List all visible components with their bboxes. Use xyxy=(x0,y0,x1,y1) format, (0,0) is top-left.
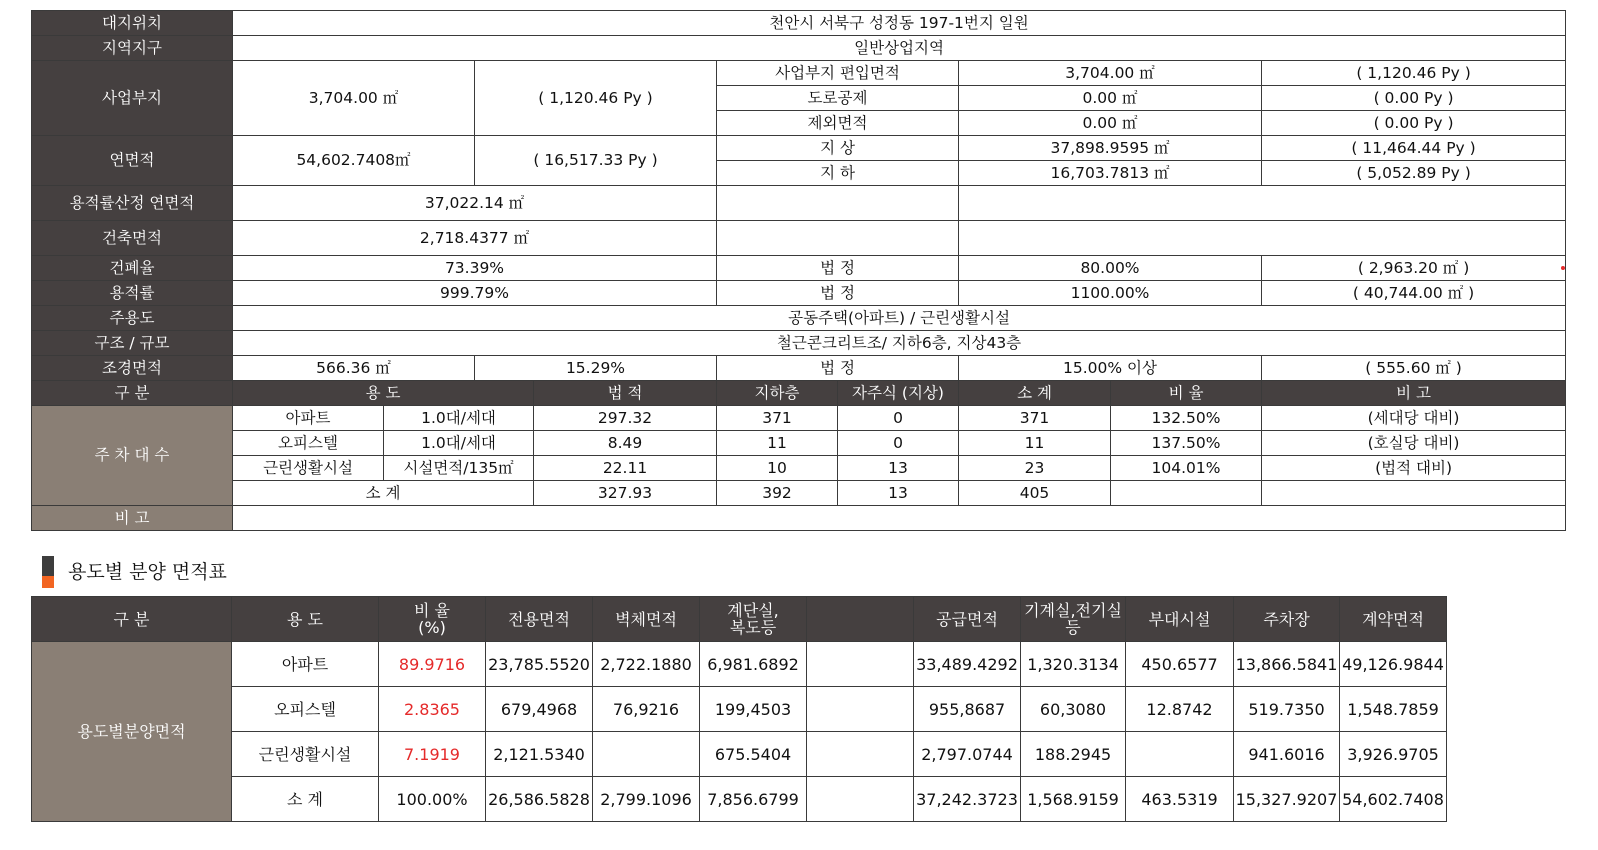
parking-row xyxy=(32,456,1566,481)
footprint-label: 건축면적 xyxy=(32,221,233,256)
site-area-label: 사업부지 xyxy=(32,61,233,136)
sales-supply: 37,242.3723 xyxy=(914,777,1021,822)
site-area-py: ( 1,120.46 Py ) xyxy=(475,61,717,136)
location-label: 대지위치 xyxy=(32,11,233,36)
sales-header-machine-line2: 등 xyxy=(1065,618,1081,637)
sales-use: 오피스텔 xyxy=(232,687,379,732)
empty-cell xyxy=(717,221,959,256)
site-area-sub-py: ( 0.00 Py ) xyxy=(1262,86,1566,111)
landscape-pct: 15.29% xyxy=(475,356,717,381)
far-gfa-label: 용적률산정 연면적 xyxy=(32,186,233,221)
sales-exclusive: 23,785.5520 xyxy=(486,642,593,687)
sales-header-ancillary: 부대시설 xyxy=(1126,597,1234,642)
sales-contract: 1,548.7859 xyxy=(1340,687,1447,732)
site-area-m2: 3,704.00 ㎡ xyxy=(233,61,475,136)
parking-basement: 10 xyxy=(717,456,838,481)
bcr-legal-label: 법 정 xyxy=(717,256,959,281)
sales-ratio: 100.00% xyxy=(379,777,486,822)
sales-ancillary: 450.6577 xyxy=(1126,642,1234,687)
structure-label: 구조 / 규모 xyxy=(32,331,233,356)
parking-total-row xyxy=(32,481,1566,506)
site-area-sub-m2: 0.00 ㎡ xyxy=(959,111,1262,136)
sales-header-use: 용 도 xyxy=(232,597,379,642)
sales-machine: 1,568.9159 xyxy=(1021,777,1126,822)
sales-ancillary: 463.5319 xyxy=(1126,777,1234,822)
remarks-label: 비 고 xyxy=(32,506,233,531)
sales-parking: 13,866.5841 xyxy=(1234,642,1340,687)
bcr-legal-area: ( 2,963.20 ㎡ ) xyxy=(1262,256,1566,281)
parking-ratio: 137.50% xyxy=(1111,431,1262,456)
sales-ratio: 7.1919 xyxy=(379,732,486,777)
gfa-py: ( 16,517.33 Py ) xyxy=(475,136,717,186)
parking-note: (법적 대비) xyxy=(1262,456,1566,481)
sales-stair: 7,856.6799 xyxy=(700,777,807,822)
parking-header-ratio: 비 율 xyxy=(1111,381,1262,406)
far-gfa-value: 37,022.14 ㎡ xyxy=(233,186,717,221)
structure-row xyxy=(32,331,1566,356)
parking-total-basement: 392 xyxy=(717,481,838,506)
site-area-sub-m2: 0.00 ㎡ xyxy=(959,86,1262,111)
parking-legal: 297.32 xyxy=(534,406,717,431)
far-label: 용적률 xyxy=(32,281,233,306)
parking-header-row xyxy=(32,381,1566,406)
structure-value: 철근콘크리트조/ 지하6층, 지상43층 xyxy=(233,331,1566,356)
parking-header-basement: 지하층 xyxy=(717,381,838,406)
bcr-legal: 80.00% xyxy=(959,256,1262,281)
landscape-m2: 566.36 ㎡ xyxy=(233,356,475,381)
main-use-value: 공동주택(아파트) / 근린생활시설 xyxy=(233,306,1566,331)
gfa-m2: 54,602.7408㎡ xyxy=(233,136,475,186)
sales-wall: 2,722.1880 xyxy=(593,642,700,687)
site-area-sub-label: 사업부지 편입면적 xyxy=(717,61,959,86)
gfa-sub-py: ( 11,464.44 Py ) xyxy=(1262,136,1566,161)
sales-ancillary: 12.8742 xyxy=(1126,687,1234,732)
parking-total-ratio xyxy=(1111,481,1262,506)
sales-blank xyxy=(807,732,914,777)
parking-total-label: 소 계 xyxy=(233,481,534,506)
red-dot-marker xyxy=(1561,266,1565,270)
parking-header-subtotal: 소 계 xyxy=(959,381,1111,406)
far-gfa-row xyxy=(32,186,1566,221)
far-row xyxy=(32,281,1566,306)
parking-header-self: 자주식 (지상) xyxy=(838,381,959,406)
sales-contract: 49,126.9844 xyxy=(1340,642,1447,687)
gfa-sub-py: ( 5,052.89 Py ) xyxy=(1262,161,1566,186)
gross-floor-area-row xyxy=(32,136,1566,161)
sales-parking: 15,327.9207 xyxy=(1234,777,1340,822)
sales-supply: 33,489.4292 xyxy=(914,642,1021,687)
parking-use: 아파트 xyxy=(233,406,384,431)
sales-area-table xyxy=(31,596,1447,822)
footprint-value: 2,718.4377 ㎡ xyxy=(233,221,717,256)
parking-header-note: 비 고 xyxy=(1262,381,1566,406)
sales-header-ratio xyxy=(379,597,486,642)
sales-supply: 2,797.0744 xyxy=(914,732,1021,777)
section-title: 용도별 분양 면적표 xyxy=(68,561,227,583)
sales-blank xyxy=(807,642,914,687)
parking-row xyxy=(32,431,1566,456)
sales-header-machine xyxy=(1021,597,1126,642)
sales-stair: 675.5404 xyxy=(700,732,807,777)
sales-parking: 519.7350 xyxy=(1234,687,1340,732)
parking-basement: 371 xyxy=(717,406,838,431)
gfa-sub-label: 지 하 xyxy=(717,161,959,186)
sales-use: 아파트 xyxy=(232,642,379,687)
parking-subtotal: 23 xyxy=(959,456,1111,481)
parking-remarks-row xyxy=(32,506,1566,531)
sales-header-ratio-line1: 비 율 xyxy=(414,601,450,620)
parking-standard: 1.0대/세대 xyxy=(384,406,534,431)
bcr-value: 73.39% xyxy=(233,256,717,281)
landscape-legal-label: 법 정 xyxy=(717,356,959,381)
parking-total-self: 13 xyxy=(838,481,959,506)
gfa-sub-m2: 37,898.9595 ㎡ xyxy=(959,136,1262,161)
sales-use: 근린생활시설 xyxy=(232,732,379,777)
parking-subtotal: 371 xyxy=(959,406,1111,431)
site-area-sub-py: ( 0.00 Py ) xyxy=(1262,111,1566,136)
sales-contract: 3,926.9705 xyxy=(1340,732,1447,777)
location-value: 천안시 서북구 성정동 197-1번지 일원 xyxy=(233,11,1566,36)
parking-standard: 1.0대/세대 xyxy=(384,431,534,456)
remarks-value xyxy=(233,506,1566,531)
sales-header-division: 구 분 xyxy=(32,597,232,642)
landscape-legal: 15.00% 이상 xyxy=(959,356,1262,381)
parking-group-label: 주 차 대 수 xyxy=(32,406,233,506)
sales-ancillary xyxy=(1126,732,1234,777)
sales-header-ratio-line2: (%) xyxy=(418,618,446,637)
sales-row xyxy=(32,642,1447,687)
sales-header-machine-line1: 기계실,전기실 xyxy=(1024,601,1122,620)
far-value: 999.79% xyxy=(233,281,717,306)
gfa-sub-label: 지 상 xyxy=(717,136,959,161)
main-use-label: 주용도 xyxy=(32,306,233,331)
sales-machine: 1,320.3134 xyxy=(1021,642,1126,687)
sales-group-label: 용도별분양면적 xyxy=(32,642,232,822)
gfa-label: 연면적 xyxy=(32,136,233,186)
empty-cell xyxy=(717,186,959,221)
section-marker-icon xyxy=(42,556,54,576)
parking-self: 0 xyxy=(838,406,959,431)
sales-blank xyxy=(807,687,914,732)
parking-header-division: 구 분 xyxy=(32,381,233,406)
far-legal-area: ( 40,744.00 ㎡ ) xyxy=(1262,281,1566,306)
sales-machine: 188.2945 xyxy=(1021,732,1126,777)
far-legal-label: 법 정 xyxy=(717,281,959,306)
section-marker-accent xyxy=(42,576,54,588)
sales-header-wall: 벽체면적 xyxy=(593,597,700,642)
bcr-row xyxy=(32,256,1566,281)
sales-header-row xyxy=(32,597,1447,642)
zone-row xyxy=(32,36,1566,61)
building-area-row xyxy=(32,221,1566,256)
parking-use: 오피스텔 xyxy=(233,431,384,456)
empty-cell xyxy=(959,221,1566,256)
parking-legal: 8.49 xyxy=(534,431,717,456)
sales-exclusive: 26,586.5828 xyxy=(486,777,593,822)
parking-note: (세대당 대비) xyxy=(1262,406,1566,431)
sales-stair: 6,981.6892 xyxy=(700,642,807,687)
site-area-sub-label: 제외면적 xyxy=(717,111,959,136)
sales-stair: 199,4503 xyxy=(700,687,807,732)
parking-total-legal: 327.93 xyxy=(534,481,717,506)
parking-standard: 시설면적/135㎡ xyxy=(384,456,534,481)
sales-header-contract: 계약면적 xyxy=(1340,597,1447,642)
parking-legal: 22.11 xyxy=(534,456,717,481)
sales-header-stair-line2: 복도등 xyxy=(729,618,777,637)
sales-machine: 60,3080 xyxy=(1021,687,1126,732)
sales-contract: 54,602.7408 xyxy=(1340,777,1447,822)
site-area-sub-py: ( 1,120.46 Py ) xyxy=(1262,61,1566,86)
parking-self: 0 xyxy=(838,431,959,456)
parking-total-note xyxy=(1262,481,1566,506)
parking-use: 근린생활시설 xyxy=(233,456,384,481)
sales-supply: 955,8687 xyxy=(914,687,1021,732)
sales-header-exclusive: 전용면적 xyxy=(486,597,593,642)
sales-ratio: 89.9716 xyxy=(379,642,486,687)
site-area-row xyxy=(32,61,1566,86)
sales-header-parking: 주차장 xyxy=(1234,597,1340,642)
sales-row xyxy=(32,687,1447,732)
parking-row xyxy=(32,406,1566,431)
sales-row xyxy=(32,732,1447,777)
zone-label: 지역지구 xyxy=(32,36,233,61)
landscape-legal-area: ( 555.60 ㎡ ) xyxy=(1262,356,1566,381)
parking-subtotal: 11 xyxy=(959,431,1111,456)
landscape-label: 조경면적 xyxy=(32,356,233,381)
sales-exclusive: 2,121.5340 xyxy=(486,732,593,777)
parking-header-use: 용 도 xyxy=(233,381,534,406)
sales-ratio: 2.8365 xyxy=(379,687,486,732)
sales-wall xyxy=(593,732,700,777)
far-legal: 1100.00% xyxy=(959,281,1262,306)
location-row xyxy=(32,11,1566,36)
bcr-label: 건폐율 xyxy=(32,256,233,281)
empty-cell xyxy=(959,186,1566,221)
site-area-sub-label: 도로공제 xyxy=(717,86,959,111)
gfa-sub-m2: 16,703.7813 ㎡ xyxy=(959,161,1262,186)
parking-total-subtotal: 405 xyxy=(959,481,1111,506)
site-overview-table xyxy=(31,10,1566,531)
sales-header-blank xyxy=(807,597,914,642)
landscape-row xyxy=(32,356,1566,381)
sales-exclusive: 679,4968 xyxy=(486,687,593,732)
parking-self: 13 xyxy=(838,456,959,481)
sales-parking: 941.6016 xyxy=(1234,732,1340,777)
sales-wall: 2,799.1096 xyxy=(593,777,700,822)
sales-blank xyxy=(807,777,914,822)
sales-header-stair xyxy=(700,597,807,642)
sales-header-supply: 공급면적 xyxy=(914,597,1021,642)
parking-ratio: 132.50% xyxy=(1111,406,1262,431)
sales-total-row xyxy=(32,777,1447,822)
parking-ratio: 104.01% xyxy=(1111,456,1262,481)
main-use-row xyxy=(32,306,1566,331)
parking-header-legal: 법 적 xyxy=(534,381,717,406)
parking-basement: 11 xyxy=(717,431,838,456)
sales-header-stair-line1: 계단실, xyxy=(727,601,779,620)
sales-use: 소 계 xyxy=(232,777,379,822)
sales-wall: 76,9216 xyxy=(593,687,700,732)
parking-note: (호실당 대비) xyxy=(1262,431,1566,456)
zone-value: 일반상업지역 xyxy=(233,36,1566,61)
site-area-sub-m2: 3,704.00 ㎡ xyxy=(959,61,1262,86)
